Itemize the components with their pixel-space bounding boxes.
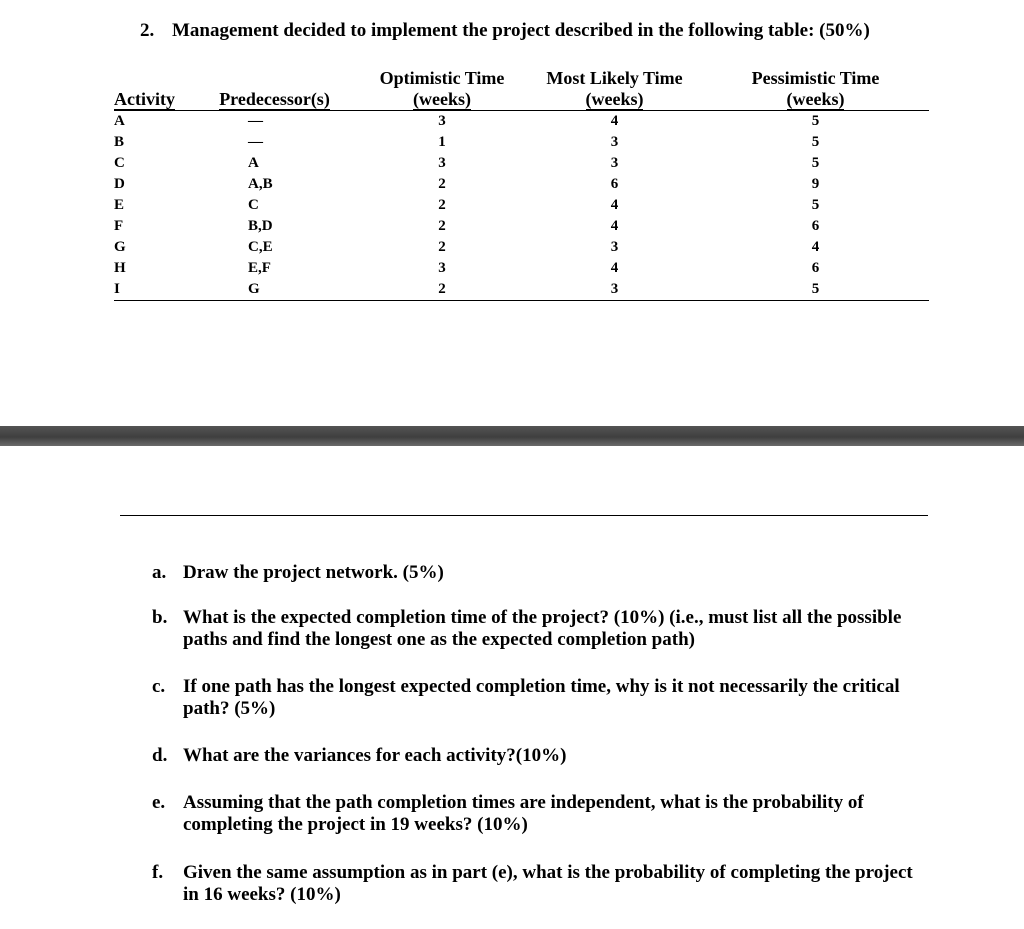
header-activity: Activity: [114, 89, 175, 109]
header-optimistic-time: Optimistic Time (weeks): [379, 68, 505, 109]
optimistic-cell: 2: [438, 218, 446, 234]
activity-cell: I: [114, 281, 120, 297]
header-predecessors: Predecessor(s): [219, 89, 330, 109]
table-row: [114, 153, 929, 174]
pessimistic-cell: 4: [811, 239, 820, 255]
question-label: b.: [152, 607, 168, 628]
table-row: [114, 195, 929, 216]
question-text: Draw the project network. (5%): [183, 562, 444, 583]
activity-table: [114, 66, 929, 301]
question-text: If one path has the longest expected completion time, why is it not necessarily the critical path? (5%): [183, 676, 900, 719]
question-label: c.: [152, 676, 166, 697]
header-most-likely-time: Most Likely Time (weeks): [546, 68, 683, 109]
optimistic-cell: 2: [438, 239, 446, 255]
question-c: [152, 676, 952, 720]
most-likely-cell: 3: [610, 239, 619, 255]
optimistic-cell: 2: [438, 197, 446, 213]
most-likely-cell: 4: [610, 113, 619, 129]
pessimistic-cell: 5: [811, 281, 820, 297]
problem-heading: [140, 20, 870, 42]
predecessor-cell: C: [248, 197, 259, 213]
question-text: What are the variances for each activity?(10%): [183, 745, 567, 766]
most-likely-cell: 3: [610, 155, 619, 171]
question-f: [152, 862, 952, 906]
predecessor-cell: B,D: [248, 218, 273, 234]
question-label: d.: [152, 745, 168, 766]
pessimistic-cell: 6: [811, 260, 820, 276]
predecessor-cell: —: [248, 113, 263, 129]
table-row: [114, 216, 929, 237]
activity-cell: D: [114, 176, 125, 192]
most-likely-cell: 6: [610, 176, 619, 192]
pessimistic-cell: 5: [811, 113, 820, 129]
question-label: e.: [152, 792, 166, 813]
activity-cell: E: [114, 197, 125, 213]
table-row: [114, 237, 929, 258]
predecessor-cell: A: [248, 155, 259, 171]
question-b: [152, 607, 952, 651]
header-pessimistic-time: Pessimistic Time (weeks): [751, 68, 880, 109]
predecessor-cell: G: [248, 281, 260, 297]
horizontal-rule: [120, 515, 928, 516]
question-e: [152, 792, 952, 836]
optimistic-cell: 2: [438, 281, 446, 297]
question-label: f.: [152, 862, 164, 883]
problem-number: 2.: [140, 20, 155, 41]
question-text: Assuming that the path completion times are independent, what is the probability of completing the project in 19 weeks? (10%): [183, 792, 864, 835]
optimistic-cell: 3: [438, 260, 446, 276]
most-likely-cell: 4: [610, 197, 619, 213]
most-likely-cell: 3: [610, 134, 619, 150]
pessimistic-cell: 5: [811, 155, 820, 171]
table-row: [114, 132, 929, 153]
optimistic-cell: 3: [438, 113, 446, 129]
question-d: [152, 745, 952, 767]
pessimistic-cell: 9: [811, 176, 820, 192]
question-label: a.: [152, 562, 167, 583]
activity-cell: H: [114, 260, 126, 276]
table-row: [114, 279, 929, 301]
activity-cell: C: [114, 155, 125, 171]
table-header-row: [114, 66, 929, 111]
activity-cell: G: [114, 239, 126, 255]
most-likely-cell: 3: [610, 281, 619, 297]
question-a: [152, 562, 952, 584]
table-row: [114, 258, 929, 279]
predecessor-cell: —: [248, 134, 263, 150]
table-row: [114, 111, 929, 133]
optimistic-cell: 1: [438, 134, 446, 150]
predecessor-cell: C,E: [248, 239, 273, 255]
table-row: [114, 174, 929, 195]
most-likely-cell: 4: [610, 218, 619, 234]
problem-statement: Management decided to implement the project described in the following table: (50%): [172, 20, 870, 41]
pessimistic-cell: 5: [811, 197, 820, 213]
predecessor-cell: A,B: [248, 176, 273, 192]
activity-cell: B: [114, 134, 125, 150]
activity-cell: F: [114, 218, 124, 234]
pessimistic-cell: 6: [811, 218, 820, 234]
predecessor-cell: E,F: [248, 260, 271, 276]
page-separator-bar: [0, 426, 1024, 446]
pessimistic-cell: 5: [811, 134, 820, 150]
optimistic-cell: 2: [438, 176, 446, 192]
activity-cell: A: [114, 113, 125, 129]
most-likely-cell: 4: [610, 260, 619, 276]
question-text: What is the expected completion time of the project? (10%) (i.e., must list all the possible paths and find the longest one as the expected completion path): [183, 607, 902, 650]
question-text: Given the same assumption as in part (e), what is the probability of completing the project in 16 weeks? (10%): [183, 862, 913, 905]
optimistic-cell: 3: [438, 155, 446, 171]
